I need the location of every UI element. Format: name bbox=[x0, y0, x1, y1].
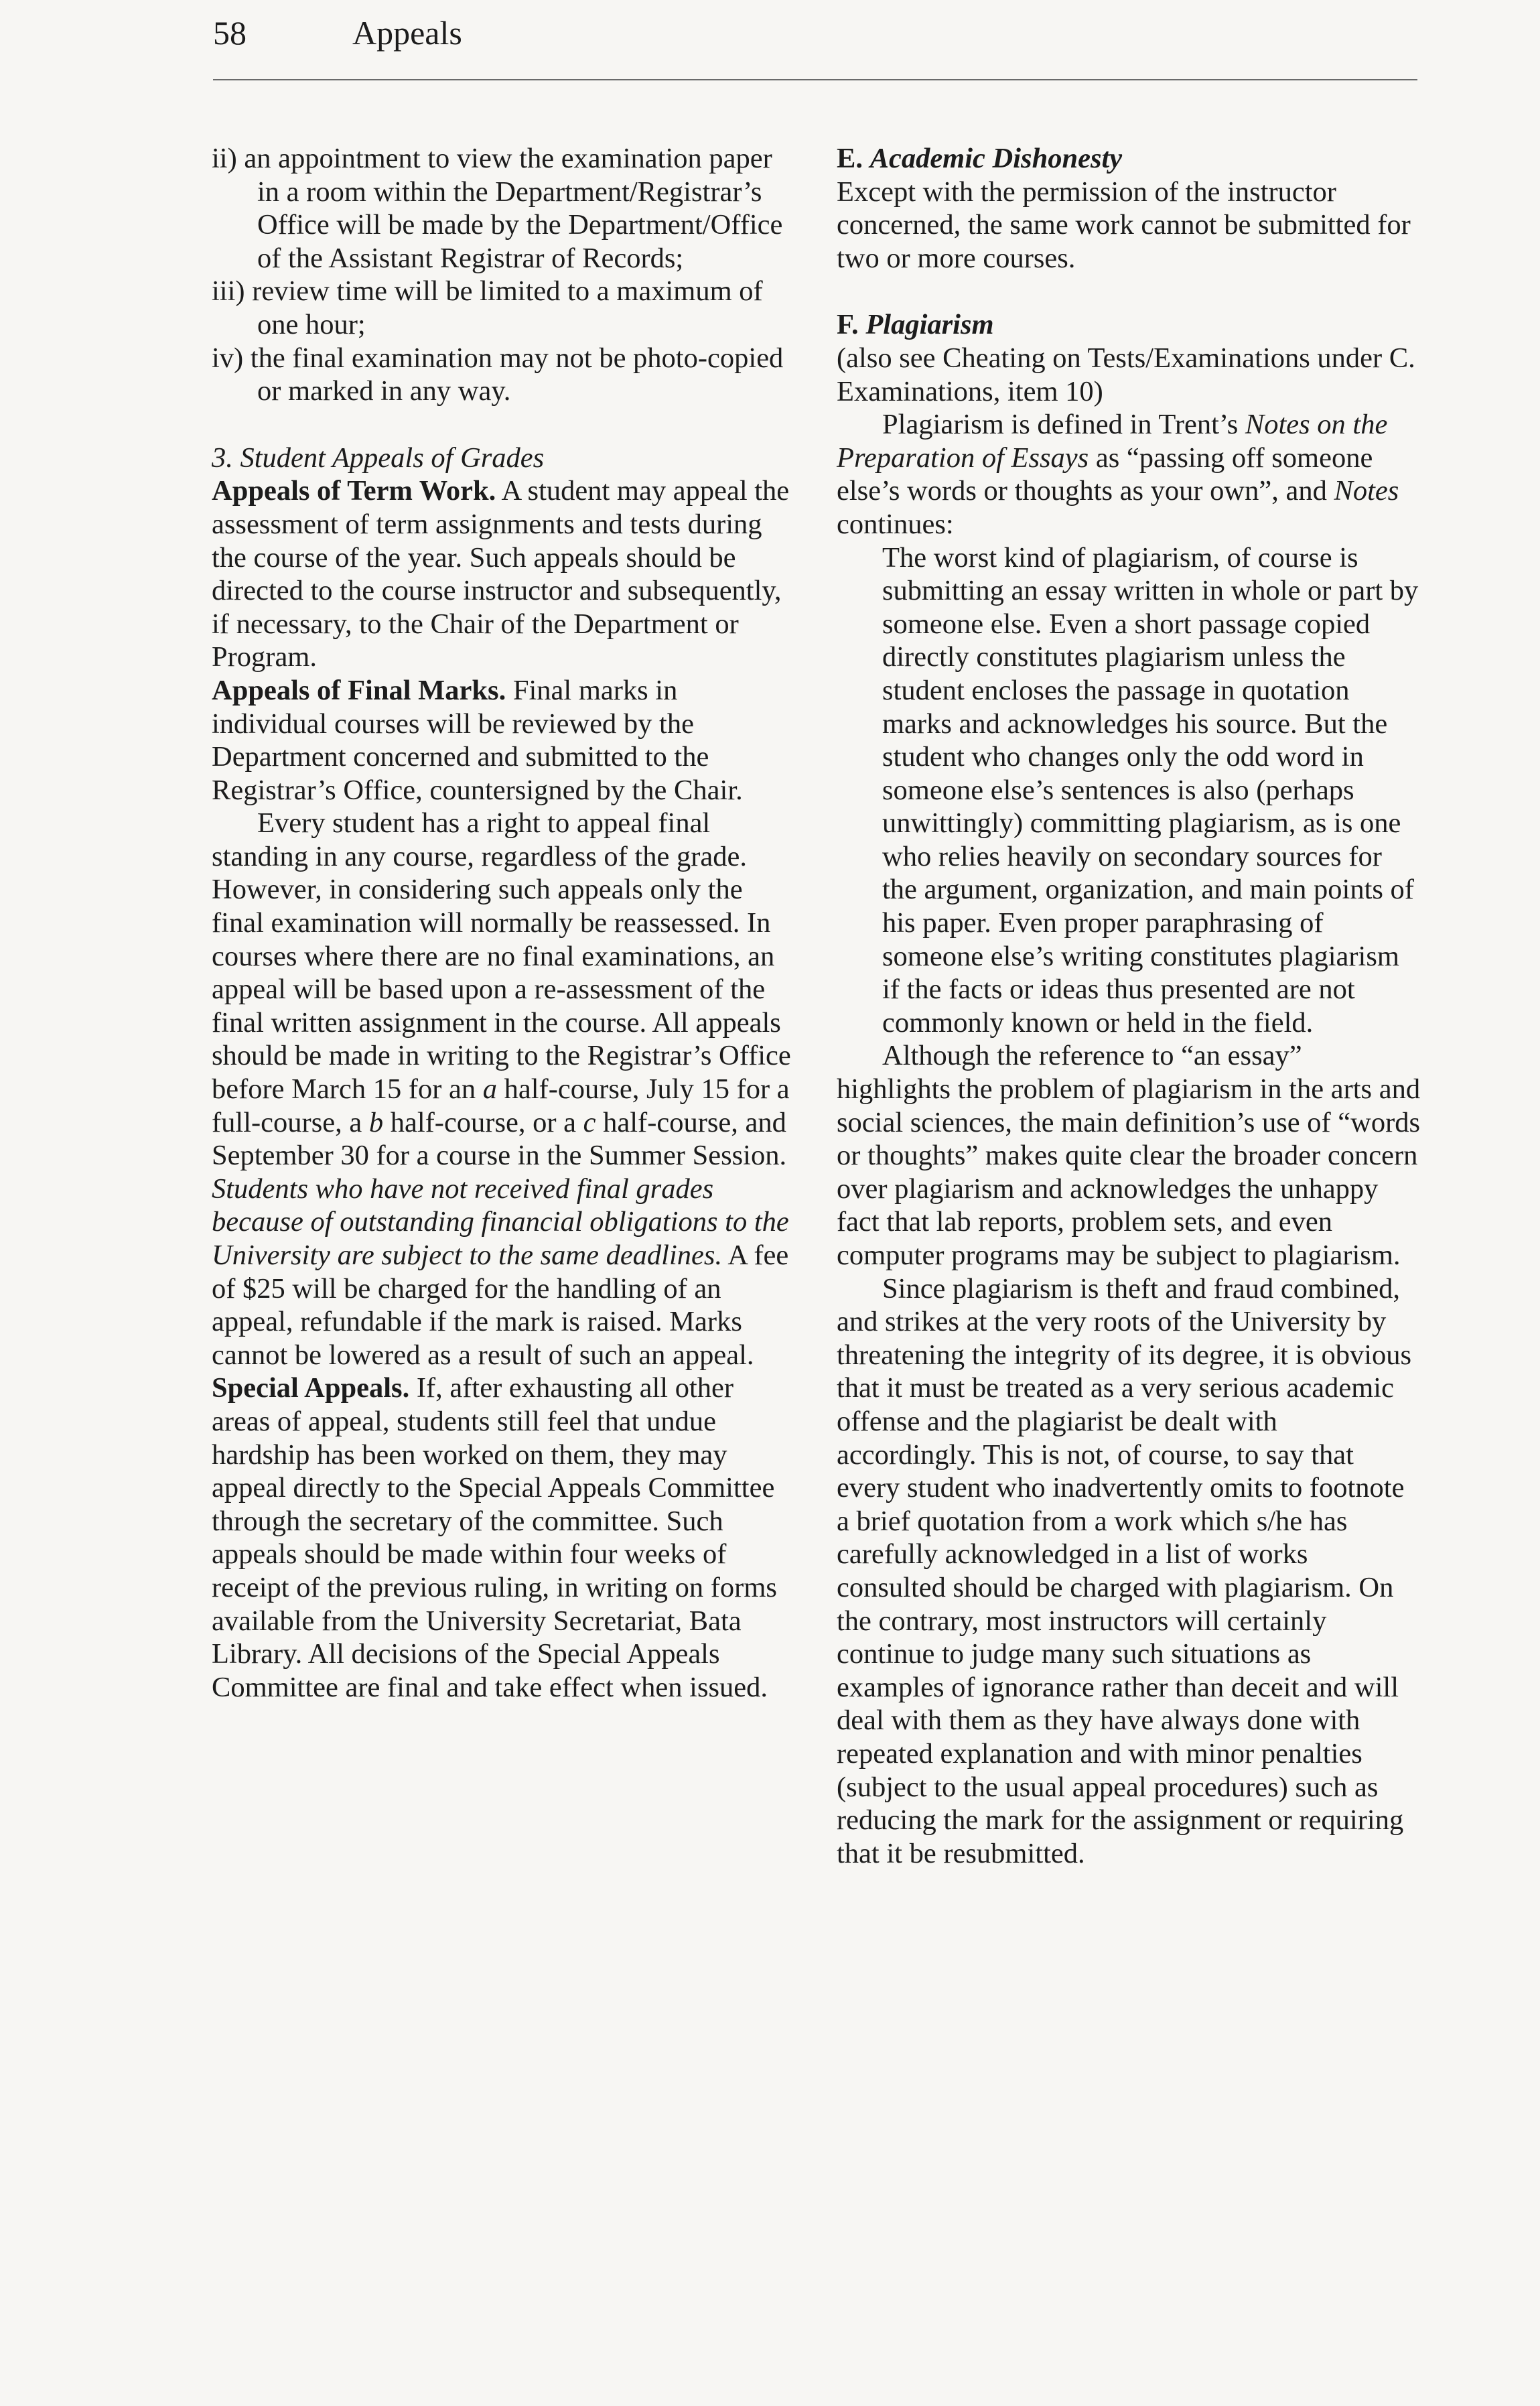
text-run: b bbox=[368, 1106, 384, 1138]
paragraph-text: A student may appeal the assessment of term assignments and tests during the course of the year. Such appeals should be directed to the course instructor and subsequently, if necessary, to the Chair of the Department or Program. bbox=[212, 475, 790, 673]
header-rule bbox=[213, 79, 1417, 80]
list-text: the final examination may not be photo-copied or marked in any way. bbox=[250, 342, 784, 407]
left-column bbox=[212, 142, 794, 1704]
spacer bbox=[837, 275, 1421, 308]
text-run: A fee of $25 will be charged for the handling of an appeal, refundable if the mark is raised. Marks cannot be lowered as a result of such an appeal. bbox=[212, 1240, 789, 1371]
text-run: continues: bbox=[837, 508, 954, 540]
paragraph-term-work bbox=[212, 474, 794, 674]
list-item-iv bbox=[212, 342, 794, 408]
text-run: Plagiarism is defined in Trent’s bbox=[882, 409, 1245, 441]
paragraph-final-marks bbox=[212, 674, 794, 807]
paragraph-right-to-appeal bbox=[212, 807, 794, 1372]
text-run: Notes on the Preparation of Essays bbox=[837, 409, 1388, 474]
right-column bbox=[837, 142, 1421, 1870]
section-heading-plagiarism bbox=[837, 308, 1421, 342]
list-text: review time will be limited to a maximum of one hour; bbox=[252, 275, 763, 340]
paragraph-plagiarism-offense: Since plagiarism is theft and fraud combined, and strikes at the very roots of the University by threatening the integrity of its degree, it is obvious that it must be treated as a very serious academic offense and the plagiarist be dealt with accordingly. This is not, of course, to say that every student who inadvertently omits to footnote a brief quotation from a work which s/he has carefully acknowledged in a list of works consulted should be charged with plagiarism. On the contrary, most instructors will certainly continue to judge many such situations as examples of ignorance rather than deceit and will deal with them as they have always done with repeated explanation and with minor penalties (subject to the usual appeal procedures) such as reducing the mark for the assignment or requiring that it be resubmitted. bbox=[837, 1272, 1412, 1869]
paragraph-plagiarism-definition bbox=[837, 408, 1421, 541]
list-marker: ii) bbox=[212, 143, 237, 174]
paragraph-plagiarism-scope: Although the reference to “an essay” highlights the problem of plagiarism in the arts and social sciences, the main definition’s use of “words or thoughts” makes quite clear the broader concern over plagiarism and acknowledges the unhappy fact that lab reports, problem sets, and even computer programs may be subject to plagiarism. bbox=[837, 1040, 1421, 1271]
section-title: Appeals bbox=[352, 14, 462, 52]
run-in-heading: Appeals of Term Work. bbox=[212, 475, 496, 507]
list-marker: iv) bbox=[212, 342, 244, 374]
running-header bbox=[213, 9, 462, 56]
text-run: Notes bbox=[1334, 475, 1399, 507]
paragraph-text: If, after exhausting all other areas of appeal, students still feel that undue hardship has been worked on them, they may appeal directly to the Special Appeals Committee through the secretary of the committee. Such appeals should be made within four weeks of receipt of the previous ruling, in writing on forms available from the University Secretariat, Bata Library. All decisions of the Special Appeals Committee are final and take effect when issued. bbox=[212, 1372, 777, 1703]
heading-title: Academic Dishonesty bbox=[869, 143, 1123, 174]
spacer bbox=[212, 408, 794, 442]
text-run: half-course, and September 30 for a course in the Summer Session. bbox=[212, 1106, 787, 1172]
run-in-heading: Appeals of Final Marks. bbox=[212, 674, 506, 706]
heading-letter: F. bbox=[837, 309, 859, 341]
text-run: half-course, July 15 for a full-course, a bbox=[212, 1073, 790, 1138]
plagiarism-note: (also see Cheating on Tests/Examinations under C. Examinations, item 10) bbox=[837, 342, 1415, 407]
text-run: a bbox=[482, 1073, 497, 1106]
text-run: Every student has a right to appeal final standing in any course, regardless of the grade. However, in considering such appeals only the final examination will normally be reassessed. In courses where there are no final examinations, an appeal will be based upon a re-assessment of the final written assignment in the course. All appeals should be made in writing to the Registrar’s Office before March 15 for an bbox=[212, 807, 791, 1106]
paragraph-academic-dishonesty: Except with the permission of the instructor concerned, the same work cannot be submitted for two or more courses. bbox=[837, 176, 1411, 274]
paragraph-text: Final marks in individual courses will be reviewed by the Department concerned and submitted to the Registrar’s Office, countersigned by the Chair. bbox=[212, 674, 743, 806]
list-item-ii bbox=[212, 142, 794, 275]
heading-letter: E. bbox=[837, 143, 863, 174]
list-item-iii bbox=[212, 275, 794, 341]
paragraph-special-appeals bbox=[212, 1372, 794, 1704]
heading-title: Plagiarism bbox=[865, 309, 994, 341]
list-marker: iii) bbox=[212, 275, 245, 308]
run-in-heading: Special Appeals. bbox=[212, 1372, 410, 1404]
block-quote-notes: The worst kind of plagiarism, of course is submitting an essay written in whole or part by someone else. Even a short passage copied directly constitutes plagiarism unless the student encloses the passage in quotation marks and acknowledges his source. But the student who changes only the odd word in someone else’s sentences is also (perhaps unwittingly) committing plagiarism, as is one who relies heavily on secondary sources for the argument, organization, and main points of his paper. Even proper paraphrasing of someone else’s writing constitutes plagiarism if the facts or ideas thus presented are not commonly known or held in the field. bbox=[882, 541, 1419, 1039]
list-text: an appointment to view the examination paper in a room within the Department/Registrar’s Office will be made by the Department/Office of the Assistant Registrar of Records; bbox=[244, 143, 783, 274]
text-run: as “passing off someone else’s words or thoughts as your own”, and bbox=[837, 442, 1373, 507]
page-number: 58 bbox=[213, 14, 247, 52]
text-run: c bbox=[583, 1106, 596, 1138]
section-heading-academic-dishonesty bbox=[837, 142, 1421, 176]
text-run: half-course, or a bbox=[383, 1106, 583, 1138]
text-run: Students who have not received final grades because of outstanding financial obligations to the University are subject to the same deadlines. bbox=[212, 1173, 789, 1271]
section-heading-student-appeals: 3. Student Appeals of Grades bbox=[212, 442, 545, 474]
